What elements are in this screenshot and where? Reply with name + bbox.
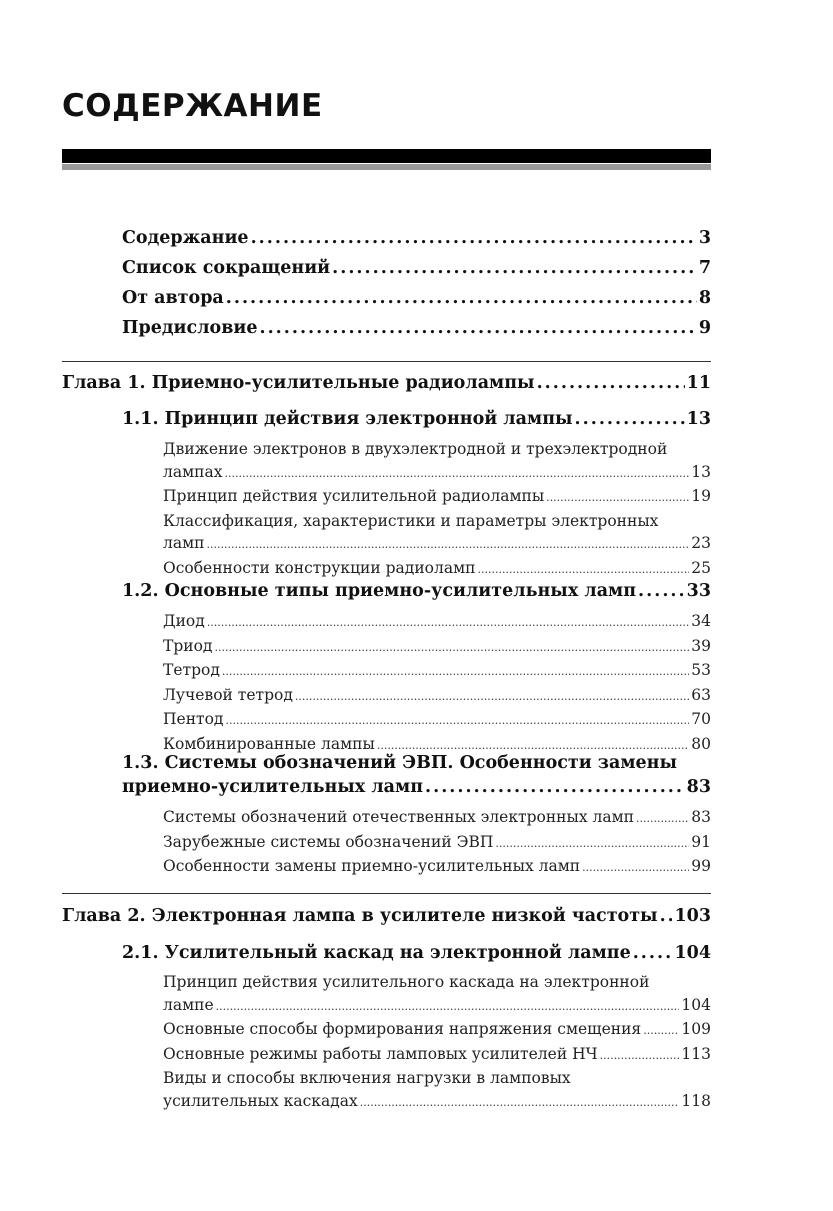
subentry[interactable] [163,1067,711,1114]
subentry[interactable] [163,684,711,709]
subentry-page: 104 [681,995,711,1014]
subentry[interactable] [163,438,711,485]
section-1-2-subentries [163,610,711,757]
subentry-page: 13 [691,462,711,481]
dot-leader [216,996,680,1019]
dot-leader [495,833,689,856]
dot-leader [222,661,689,684]
chapter-2-page: 103 [674,906,711,926]
section-title: 1.1. Принцип действия электронной лампы [122,409,573,429]
subentry-label: Основные способы формирования напряжения смещения [163,1020,642,1038]
toc-entry-label: Содержание [122,228,249,248]
subentry-page: 63 [691,685,711,704]
subentry-page: 23 [691,534,711,552]
section-1-1-entry[interactable] [122,407,711,431]
subentry[interactable] [163,485,711,510]
page-title: СОДЕРЖАНИЕ [62,88,323,124]
section-page: 33 [686,581,711,601]
dot-leader [259,313,696,343]
subentry-page: 34 [691,612,711,630]
dot-leader [477,559,689,582]
dot-leader [537,371,685,395]
subentry[interactable] [163,1043,711,1068]
subentry[interactable] [163,831,711,856]
toc-entry-page: 8 [698,288,711,308]
section-page: 83 [686,777,711,797]
dot-leader [207,612,689,635]
dot-leader [295,686,689,709]
section-1-3-subentries [163,806,711,880]
chapter-divider [62,893,711,894]
section-page: 104 [674,943,711,963]
subentry-label: Пентод [163,710,224,728]
dot-leader [638,579,685,603]
subentry-label: Зарубежные системы обозначений ЭВП [163,832,494,851]
section-2-1-subentries [163,971,711,1114]
section-title: 1.2. Основные типы приемно-усилительных ламп [122,581,637,601]
toc-entry-label: Список сокращений [122,258,331,278]
toc-entry-page: 9 [698,318,711,338]
subentry-label: Системы обозначений отечественных электронных ламп [163,808,634,826]
dot-leader [206,534,689,557]
subentry-label: Тетрод [163,661,220,679]
section-1-2-entry[interactable] [122,579,711,603]
subentry[interactable] [163,855,711,880]
toc-entry[interactable] [122,223,711,253]
subentry-label: Особенности конструкции радиоламп [163,558,476,577]
subentry-label: Принцип действия усилительной радиолампы [163,487,545,505]
title-rule-black [62,149,711,163]
dot-leader [214,637,689,660]
subentry-page: 80 [691,734,711,753]
dot-leader [226,283,697,313]
section-title: приемно-усилительных ламп [122,777,424,797]
subentry-label: лампе [163,995,214,1014]
subentry-page: 39 [691,636,711,655]
subentry-page: 109 [681,1020,711,1038]
dot-leader [332,253,697,283]
section-title-line1: 1.3. Системы обозначений ЭВП. Особенности замены [122,753,678,773]
dot-leader [251,223,697,253]
section-2-1-entry[interactable] [122,941,711,965]
chapter-2-entry[interactable] [62,904,711,928]
dot-leader [600,1045,680,1068]
subentry[interactable] [163,806,711,831]
section-1-1-subentries [163,438,711,581]
dot-leader [575,407,685,431]
subentry[interactable] [163,708,711,733]
subentry-page: 113 [681,1044,711,1063]
subentry-label: Диод [163,612,205,630]
subentry-label: Лучевой тетрод [163,685,293,704]
toc-entry-page: 3 [698,228,711,248]
subentry-label: Триод [163,636,213,655]
front-matter-list [122,223,711,343]
subentry-page: 91 [691,832,711,851]
dot-leader [582,857,689,880]
chapter-divider [62,361,711,362]
dot-leader [425,775,685,799]
subentry[interactable] [163,971,711,1018]
section-1-3-entry[interactable] [122,751,711,799]
subentry[interactable] [163,1018,711,1043]
dot-leader [225,710,689,733]
subentry-page: 53 [691,661,711,679]
subentry-page: 19 [691,487,711,505]
toc-entry-label: Предисловие [122,318,258,338]
dot-leader [633,941,673,965]
dot-leader [643,1020,679,1043]
subentry-page: 70 [691,710,711,728]
chapter-2-title: Глава 2. Электронная лампа в усилителе низкой частоты [62,906,658,926]
dot-leader [360,1092,680,1115]
subentry-text-line1: Виды и способы включения нагрузки в ламповых [163,1069,571,1087]
subentry-text-line1: Движение электронов в двухэлектродной и трехэлектродной [163,440,668,458]
subentry-label: ламп [163,534,205,552]
subentry-page: 99 [691,857,711,875]
section-title: 2.1. Усилительный каскад на электронной лампе [122,943,631,963]
toc-entry[interactable] [122,283,711,313]
subentry[interactable] [163,510,711,557]
subentry-text-line1: Принцип действия усилительного каскада на электронной [163,973,650,991]
dot-leader [224,463,689,486]
subentry[interactable] [163,610,711,635]
toc-entry[interactable] [122,313,711,343]
subentry[interactable] [163,635,711,660]
toc-entry-label: От автора [122,288,224,308]
subentry-page: 83 [691,808,711,826]
subentry-page: 118 [681,1091,711,1110]
subentry-label: усилительных каскадах [163,1091,358,1110]
subentry-label: лампах [163,462,223,481]
subentry[interactable] [163,659,711,684]
subentry[interactable] [163,557,711,582]
subentry-label: Особенности замены приемно-усилительных ламп [163,857,581,875]
subentry-label: Комбинированные лампы [163,734,375,753]
subentry-page: 25 [691,558,711,577]
toc-entry[interactable] [122,253,711,283]
toc-entry-page: 7 [698,258,711,278]
section-page: 13 [686,409,711,429]
chapter-1-entry[interactable] [62,371,711,395]
subentry-text-line1: Классификация, характеристики и параметры электронных [163,511,659,530]
dot-leader [660,904,673,928]
chapter-1-page: 11 [686,373,711,393]
dot-leader [546,487,689,510]
subentry-label: Основные режимы работы ламповых усилителей НЧ [163,1044,598,1063]
dot-leader [636,808,689,831]
title-rule-gray [62,164,711,170]
chapter-1-title: Глава 1. Приемно-усилительные радиолампы [62,373,535,393]
